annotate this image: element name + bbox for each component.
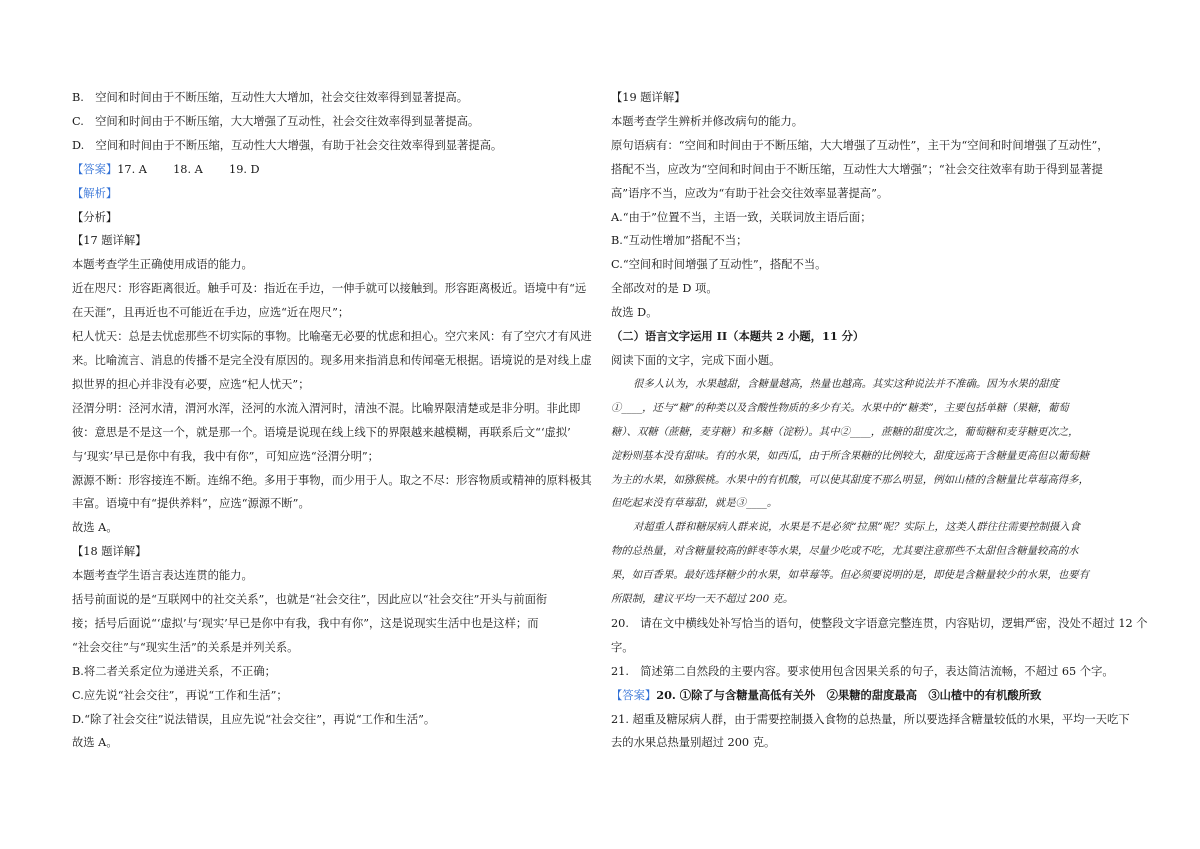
passage-line: 所限制，建议平均一天不超过 200 克。 xyxy=(611,593,794,606)
left-column xyxy=(72,86,592,755)
q17-heading: 【17 题详解】 xyxy=(72,234,147,248)
option-b: B. 空间和时间由于不断压缩，互动性大大增加，社会交往效率得到显著提高。 xyxy=(72,91,468,104)
q19-line: C.“空间和时间增强了互动性”，搭配不当。 xyxy=(611,258,827,272)
q17-line: 源源不断：形容接连不断。连绵不绝。多用于事物，而少用于人。取之不尽：形容物质或精神的原料极其 xyxy=(72,473,592,487)
question-20: 20. 请在文中横线处补写恰当的语句，使整段文字语意完整连贯，内容贴切，逻辑严密，没处不超过 12 个 xyxy=(611,616,1148,630)
passage-line: 物的总热量，对含糖量较高的鲜枣等水果，尽量少吃或不吃，尤其要注意那些不太甜但含糖量较高的水 xyxy=(611,545,1079,558)
question-21: 21. 简述第二自然段的主要内容。要求使用包含因果关系的句子，表达简洁流畅，不超过 65 个字。 xyxy=(611,664,1114,678)
answer-tag: 【答案】 xyxy=(611,688,657,702)
passage-line: 糖）、双糖（蔗糖，麦芽糖）和多糖（淀粉）。其中②____，蔗糖的甜度次之，葡萄糖和麦芽糖更次之， xyxy=(611,425,1079,438)
option-d: D. 空间和时间由于不断压缩，互动性大大增强，有助于社会交往效率得到显著提高。 xyxy=(72,138,503,152)
passage-line: 果，如百香果。最好选择糖少的水果，如草莓等。但必须要说明的是，即使是含糖量较少的水果，也要有 xyxy=(611,569,1089,582)
q17-line: 彼：意思是不是这一个，就是那一个。语境是说现在线上线下的界限越来越模糊，再联系后文“‘虚拟’ xyxy=(72,425,571,439)
answer-21-cont: 去的水果总热量别超过 200 克。 xyxy=(611,736,776,750)
right-column xyxy=(611,86,1148,755)
q18-line: D.“除了社会交往”说法错误，且应先说“社会交往”，再说“工作和生活”。 xyxy=(72,712,436,726)
answer-20: 20. ①除了与含糖量高低有关外 ②果糖的甜度最高 ③山楂中的有机酸所致 xyxy=(656,687,1042,702)
q19-line: 搭配不当，应改为“空间和时间由于不断压缩，互动性大大增强”；“社会交往效率有助于得到显著提 xyxy=(611,162,1103,176)
q19-line: 故选 D。 xyxy=(611,306,658,320)
passage-line: 为主的水果，如猕猴桃。水果中的有机酸，可以使其甜度不那么明显，例如山楂的含糖量比草莓高得多， xyxy=(611,473,1089,486)
q19-line: A.“由于”位置不当，主语一致，关联词放主语后面； xyxy=(611,210,872,224)
q19-line: 本题考查学生辨析并修改病句的能力。 xyxy=(611,114,804,128)
passage-line: 淀粉则基本没有甜味。有的水果，如西瓜，由于所含果糖的比例较大，甜度远高于含糖量更高但以葡萄糖 xyxy=(611,449,1089,462)
question-20-cont: 字。 xyxy=(611,640,634,654)
answer-tag: 【答案】 xyxy=(72,162,118,176)
passage-line: 对超重人群和糖尿病人群来说，水果是不是必须“拉黑”呢？实际上，这类人群往往需要控制摄入食 xyxy=(633,521,1081,534)
passage-line: 但吃起来没有草莓甜，就是③____。 xyxy=(611,497,778,510)
instruction: 阅读下面的文字，完成下面小题。 xyxy=(611,353,781,367)
q17-line: 来。比喻流言、消息的传播不是完全没有原因的。现多用来指消息和传闻毫无根据。语境说的是对线上虚 xyxy=(72,353,592,367)
q19-line: B.“互动性增加”搭配不当； xyxy=(611,234,748,248)
section-title: （二）语言文字运用 II（本题共 2 小题，11 分） xyxy=(611,329,865,344)
q17-line: 与‘现实’早已是你中有我，我中有你”，可知应选“泾渭分明”； xyxy=(72,449,379,463)
answer-21: 21. 超重及糖尿病人群，由于需要控制摄入食物的总热量，所以要选择含糖量较低的水果，平均一天吃下 xyxy=(611,712,1130,726)
answer-line xyxy=(72,158,592,182)
q19-heading: 【19 题详解】 xyxy=(611,91,686,104)
q19-line: 全部改对的是 D 项。 xyxy=(611,282,718,296)
q18-line: C.应先说“社会交往”，再说“工作和生活”； xyxy=(72,688,288,702)
q19-line: 高”语序不当，应改为“有助于社会交往效率显著提高”。 xyxy=(611,186,889,200)
q18-line: “社会交往”与“现实生活”的关系是并列关系。 xyxy=(72,640,299,654)
q17-line: 杞人忧天：总是去忧虑那些不切实际的事物。比喻毫无必要的忧虑和担心。空穴来风：有了空穴才有风进 xyxy=(72,330,592,344)
q18-line: 接；括号后面说“‘虚拟’与‘现实’早已是你中有我，我中有你”，这是说现实生活中也是这样；而 xyxy=(72,616,539,630)
q18-line: 故选 A。 xyxy=(72,736,118,750)
analysis-tag: 【解析】 xyxy=(72,186,118,200)
q17-intro: 本题考查学生正确使用成语的能力。 xyxy=(72,258,253,272)
q17-line: 在天涯”，且再近也不可能近在手边，应选“近在咫尺”； xyxy=(72,306,350,320)
option-c: C. 空间和时间由于不断压缩，大大增强了互动性，社会交往效率得到显著提高。 xyxy=(72,114,480,128)
q18-heading: 【18 题详解】 xyxy=(72,545,147,559)
q17-line: 故选 A。 xyxy=(72,521,118,535)
q18-line: B.将二者关系定位为递进关系，不正确； xyxy=(72,664,276,678)
q17-line: 泾渭分明：泾河水清，渭河水浑，泾河的水流入渭河时，清浊不混。比喻界限清楚或是非分明。非此即 xyxy=(72,401,581,415)
passage-line: ①____，还与“糖”的种类以及含酸性物质的多少有关。水果中的“糖类”，主要包括单糖（果糖，葡萄 xyxy=(611,401,1069,414)
q17-line: 丰富。语境中有“提供养料”，应选“源源不断”。 xyxy=(72,497,310,511)
q18-line: 本题考查学生语言表达连贯的能力。 xyxy=(72,569,253,583)
answer-text: 17. A 18. A 19. D xyxy=(117,162,260,176)
analysis-heading: 【分析】 xyxy=(72,210,118,224)
q19-line: 原句语病有：“空间和时间由于不断压缩，大大增强了互动性”，主干为“空间和时间增强了互动性”， xyxy=(611,138,1109,152)
q17-line: 拟世界的担心并非没有必要，应选“杞人忧天”； xyxy=(72,377,310,391)
passage-line: 很多人认为，水果越甜，含糖量越高，热量也越高。其实这种说法并不准确。因为水果的甜度 xyxy=(633,377,1060,390)
answer-20-line xyxy=(611,684,1129,708)
q17-line: 近在咫尺：形容距离很近。触手可及：指近在手边，一伸手就可以接触到。形容距离极近。语境中有“远 xyxy=(72,282,587,296)
q18-line: 括号前面说的是“互联网中的社交关系”，也就是“社会交往”，因此应以“社会交往”开头与前面衔 xyxy=(72,593,548,607)
